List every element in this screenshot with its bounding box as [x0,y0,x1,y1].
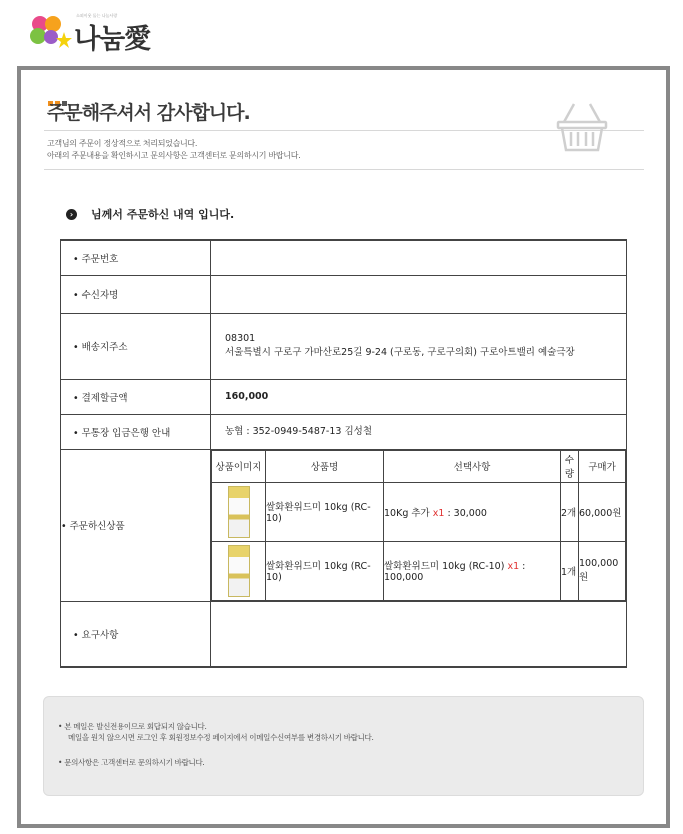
option-qty: x1 [507,561,520,572]
table-row [61,240,627,275]
option-text: 10Kg 추가 [384,507,430,519]
product-option [384,541,561,600]
request-value [211,601,627,667]
product-qty: 2개 [561,482,579,541]
request-label: • 요구사항 [61,601,211,667]
product-name[interactable]: 쌀화환위드미 10kg (RC-10) [266,482,384,541]
product-row [212,482,626,541]
product-price: 100,000원 [579,541,626,600]
divider [44,169,644,170]
bank-label: • 무통장 입금은행 안내 [61,414,211,449]
address-value [211,313,627,379]
products-label: • 주문하신상품 [61,449,211,601]
notice-box [43,696,644,796]
brand-logo[interactable] [26,8,166,55]
header-subtext-line1: 고객님의 주문이 정상적으로 처리되었습니다. [47,139,198,148]
table-row [61,601,627,667]
product-name[interactable]: 쌀화환위드미 10kg (RC-10) [266,541,384,600]
brand-name: 나눔愛 [74,24,151,55]
address-line: 서울특별시 구로구 가마산로25길 9-24 (구로동, 구로구의회) 구로아트밸리 예술극장 [225,347,575,358]
table-row [61,449,627,601]
page-title: 주문해주셔서 감사합니다. [47,102,250,124]
option-price: : 100,000 [384,561,526,583]
col-name: 상품명 [266,450,384,482]
notice-line2: 메일을 원치 않으시면 로그인 후 회원정보수정 페이지에서 이메일수신여부를 변경하시기 바랍니다. [68,733,374,742]
shopping-basket-icon [554,100,610,156]
frame-top [17,66,670,70]
order-number-value [211,240,627,275]
header-subtext [47,138,300,162]
chevron-right-icon: › [66,209,77,220]
product-row [212,541,626,600]
option-qty: x1 [432,507,445,519]
bank-value: 농협 : 352-0949-5487-13 김성철 [211,414,627,449]
order-details-table [60,239,627,668]
col-price: 구매가 [579,450,626,482]
frame-bottom [17,824,670,828]
product-image-cell [212,482,266,541]
notice-line1: • 본 메일은 발신전용이므로 회답되지 않습니다. [58,722,207,731]
notice-line3: • 문의사항은 고객센터로 문의하시기 바랍니다. [58,758,205,767]
frame-right [666,66,670,828]
table-row [61,414,627,449]
address-zip: 08301 [225,333,256,344]
table-row [61,313,627,379]
col-qty: 수량 [561,450,579,482]
order-number-label: • 주문번호 [61,240,211,275]
col-image: 상품이미지 [212,450,266,482]
address-label: • 배송지주소 [61,313,211,379]
products-cell [211,449,627,601]
amount-label: • 결제할금액 [61,379,211,414]
option-text: 쌀화환위드미 10kg (RC-10) [384,561,505,572]
product-image[interactable] [228,486,250,538]
product-image-cell [212,541,266,600]
intro-line [66,206,234,222]
table-row [61,379,627,414]
products-header-row [212,450,626,482]
product-price: 60,000원 [579,482,626,541]
recipient-value [211,275,627,313]
recipient-label: • 수신자명 [61,275,211,313]
intro-text: 님께서 주문하신 내역 입니다. [91,208,235,221]
product-qty: 1개 [561,541,579,600]
brand-tagline: 소외이웃 돕는 나눔사랑 [76,13,118,18]
header-subtext-line2: 아래의 주문내용을 확인하시고 문의사항은 고객센터로 문의하시기 바랍니다. [47,151,301,160]
option-price: : 30,000 [444,507,487,519]
clover-heart-icon [26,12,72,52]
amount-value: 160,000 [211,379,627,414]
product-option [384,482,561,541]
table-row [61,275,627,313]
product-image[interactable] [228,545,250,597]
products-table [211,450,626,601]
frame-left [17,66,21,828]
col-option: 선택사항 [384,450,561,482]
